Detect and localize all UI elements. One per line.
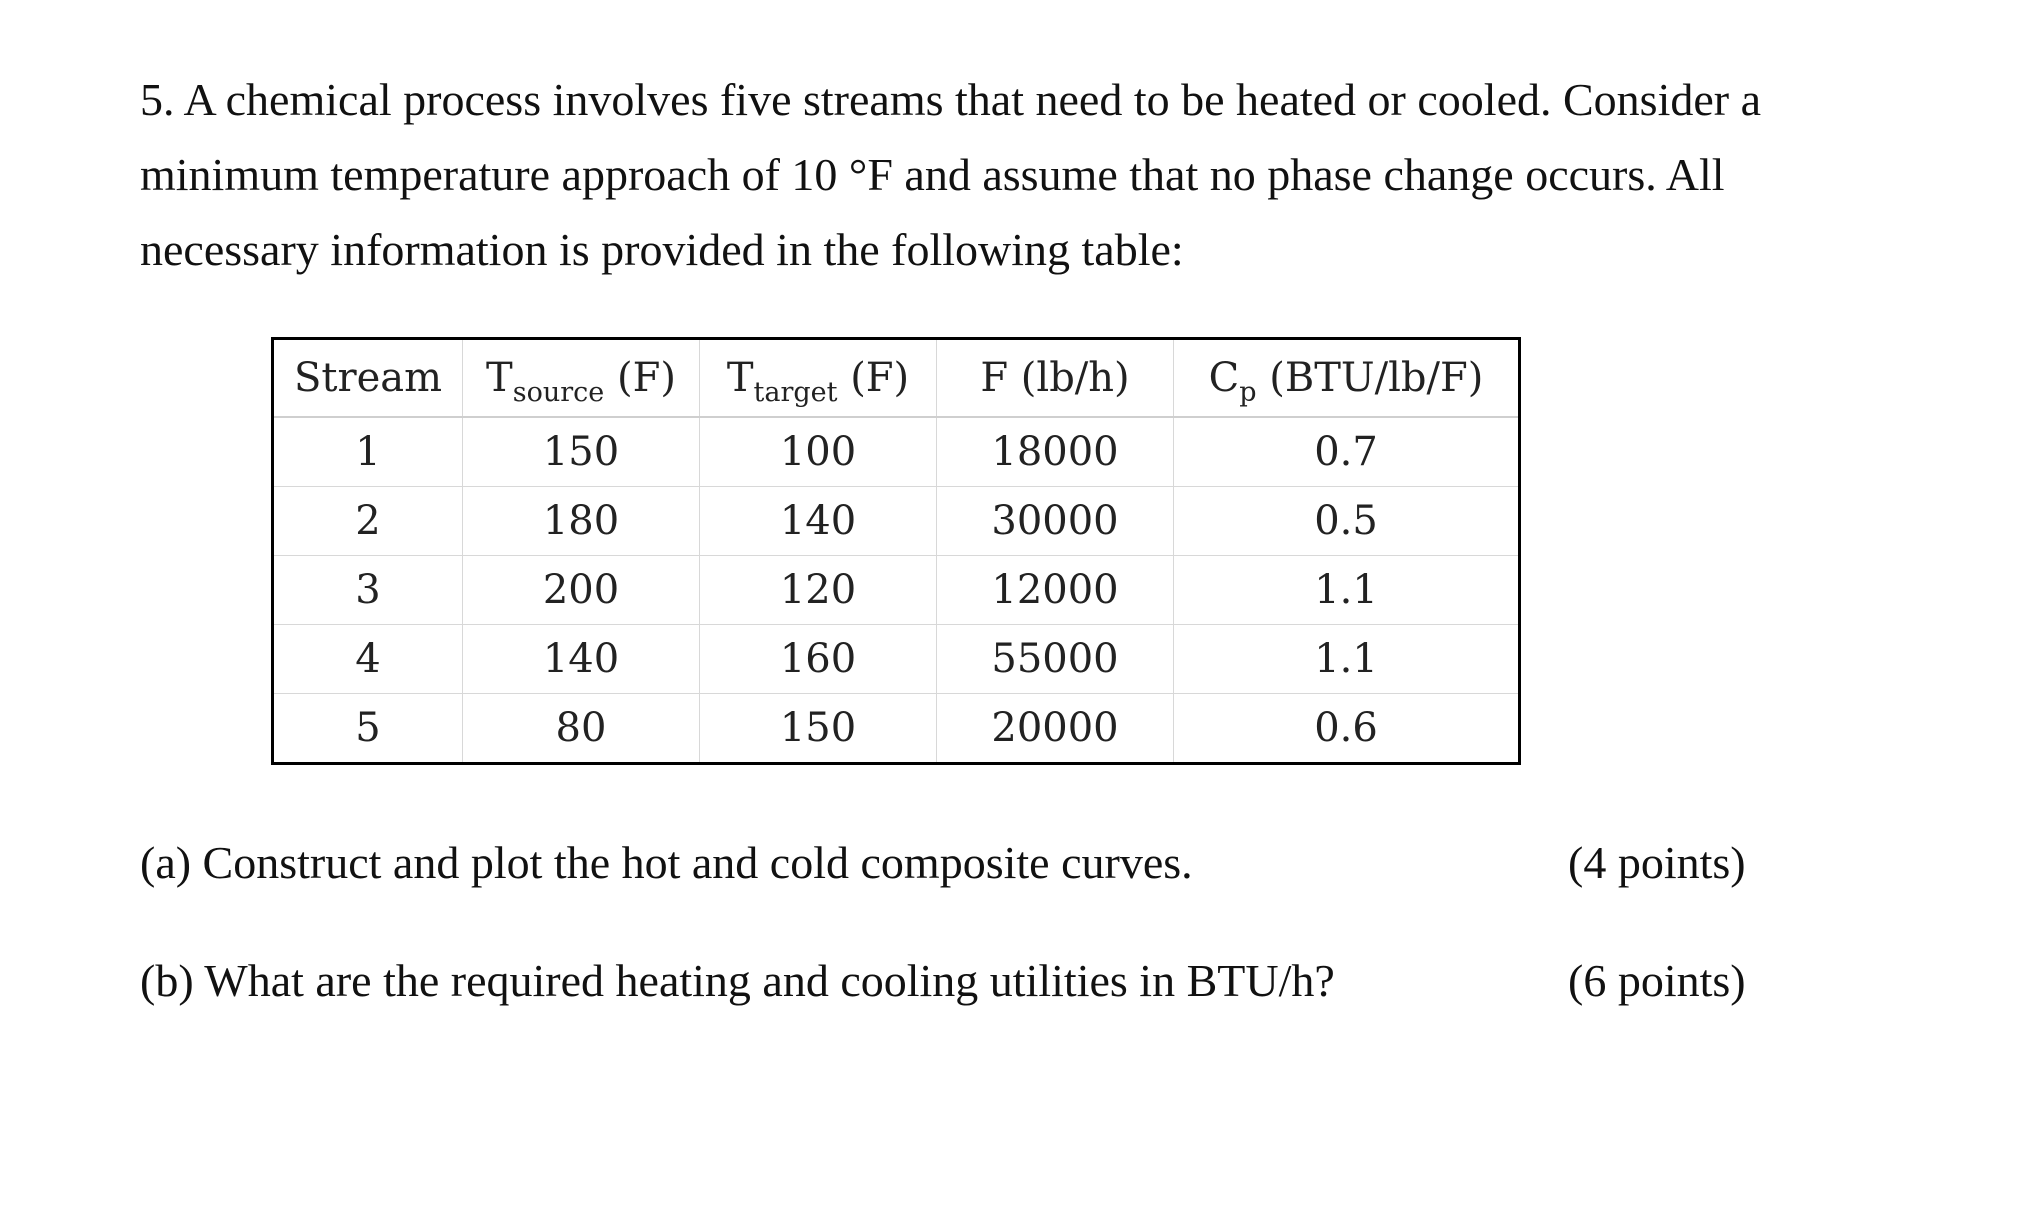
cell-flow: 12000: [937, 556, 1174, 625]
question-b-points: (6 points): [1568, 955, 1746, 1006]
header-cp-sub: p: [1239, 377, 1257, 408]
problem-line-3: necessary information is provided in the following table:: [140, 224, 1184, 275]
cell-ttarget: 150: [700, 694, 937, 764]
cell-stream: 3: [273, 556, 463, 625]
cell-tsource: 150: [463, 417, 700, 487]
cell-cp: 0.6: [1174, 694, 1520, 764]
cell-cp: 1.1: [1174, 625, 1520, 694]
question-a-points: (4 points): [1568, 837, 1746, 888]
cell-tsource: 200: [463, 556, 700, 625]
problem-statement: [140, 62, 1940, 287]
cell-flow: 18000: [937, 417, 1174, 487]
cell-ttarget: 140: [700, 487, 937, 556]
header-cp: [1174, 339, 1520, 418]
header-ttarget: [700, 339, 937, 418]
table-row: [273, 694, 1520, 764]
header-ttarget-main: T: [726, 355, 754, 401]
header-ttarget-sub: target: [753, 377, 838, 408]
question-a-text: (a) Construct and plot the hot and cold composite curves.: [140, 837, 1193, 888]
header-tsource-sub: source: [512, 377, 605, 408]
cell-flow: 20000: [937, 694, 1174, 764]
cell-stream: 1: [273, 417, 463, 487]
cell-ttarget: 160: [700, 625, 937, 694]
cell-cp: 0.7: [1174, 417, 1520, 487]
header-stream: Stream: [273, 339, 463, 418]
cell-ttarget: 100: [700, 417, 937, 487]
header-tsource-main: T: [486, 355, 513, 401]
header-cp-main: C: [1208, 355, 1240, 401]
cell-tsource: 80: [463, 694, 700, 764]
cell-cp: 1.1: [1174, 556, 1520, 625]
cell-ttarget: 120: [700, 556, 937, 625]
header-tsource: [463, 339, 700, 418]
table-row: [273, 487, 1520, 556]
cell-stream: 5: [273, 694, 463, 764]
problem-line-1: 5. A chemical process involves five streams that need to be heated or cooled. Consider a: [140, 74, 1762, 125]
cell-cp: 0.5: [1174, 487, 1520, 556]
cell-stream: 2: [273, 487, 463, 556]
cell-stream: 4: [273, 625, 463, 694]
cell-tsource: 140: [463, 625, 700, 694]
problem-line-2: minimum temperature approach of 10 °F and assume that no phase change occurs. All: [140, 149, 1725, 200]
cell-flow: 30000: [937, 487, 1174, 556]
stream-data-table: [271, 337, 1521, 765]
header-cp-unit: (BTU/lb/F): [1256, 355, 1484, 401]
table-row: [273, 625, 1520, 694]
header-ttarget-unit: (F): [837, 355, 910, 401]
cell-tsource: 180: [463, 487, 700, 556]
table-row: [273, 556, 1520, 625]
table-header-row: [273, 339, 1520, 418]
header-tsource-unit: (F): [604, 355, 676, 401]
cell-flow: 55000: [937, 625, 1174, 694]
table-row: [273, 417, 1520, 487]
question-b-text: (b) What are the required heating and cooling utilities in BTU/h?: [140, 955, 1335, 1006]
header-flow: F (lb/h): [937, 339, 1174, 418]
